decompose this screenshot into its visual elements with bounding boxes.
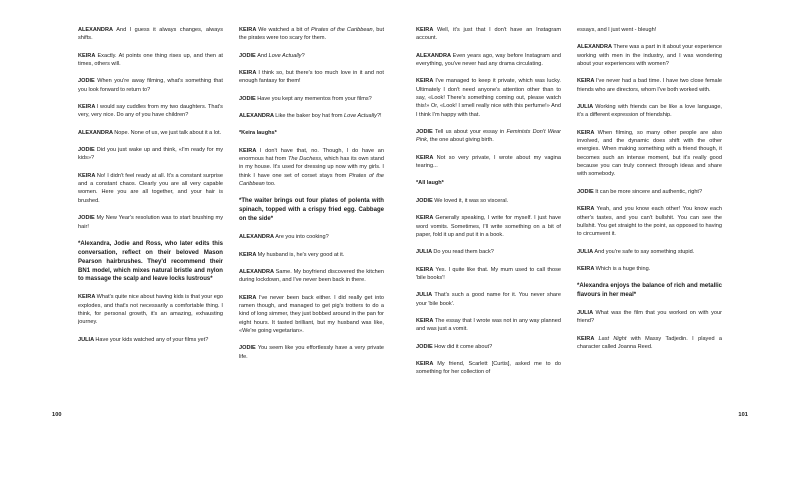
speaker-name: ALEXANDRA <box>239 113 276 120</box>
dialogue-line: KEIRA Generally speaking, I write for myself. I just have word vomits. Sometimes, I'll write something on a bit of paper, fold it up and put it in a book. <box>416 215 561 238</box>
dialogue-line: JODIE Have you kept any mementos from your films? <box>239 95 372 102</box>
speaker-name: ALEXANDRA <box>239 234 276 241</box>
text-columns-right <box>416 26 722 456</box>
text-column-1 <box>78 26 223 456</box>
speaker-name: ALEXANDRA <box>416 52 453 59</box>
dialogue-line: ALEXANDRA Are you into cooking? <box>239 234 329 241</box>
speaker-name: JODIE <box>239 52 258 59</box>
dialogue-line: KEIRA My friend, Scarlett [Curtis], asked me to do something for her collection of <box>416 360 561 376</box>
speaker-name: KEIRA <box>577 265 596 272</box>
speaker-name: KEIRA <box>416 78 436 85</box>
speaker-name: KEIRA <box>78 52 98 59</box>
speaker-name: ALEXANDRA <box>78 27 117 33</box>
dialogue-line: JODIE It can be more sincere and authentic, right? <box>577 188 703 195</box>
speaker-name: JODIE <box>239 95 258 102</box>
speaker-name: KEIRA <box>78 172 97 179</box>
dialogue-line: KEIRA Not so very private, I wrote about my vagina tearing... <box>416 154 561 170</box>
text-column-4 <box>577 26 722 456</box>
dialogue-line: JODIE Tell us about your essay in Feminists Don't Wear Pink, the one about giving birth. <box>416 129 561 144</box>
page-right <box>400 0 800 484</box>
speaker-name: ALEXANDRA <box>577 44 614 51</box>
dialogue-line: KEIRA I don't have that, no. Though, I do have an enormous hat from The Duchess, which has its own stand in my house. It's used for dressing up now with my girls. I think I have one set of corset stays from Pirates of the Caribbean too. <box>239 147 384 188</box>
dialogue-line: ALEXANDRA And I guess it always changes, always shifts. <box>78 27 223 42</box>
speaker-name: KEIRA <box>577 129 598 136</box>
speaker-name: JODIE <box>416 129 435 136</box>
dialogue-line: ALEXANDRA Like the baker boy hat from Love Actually?! <box>239 113 382 120</box>
title-italic: Pirates of the Caribbean <box>239 172 384 188</box>
speaker-name: ALEXANDRA <box>78 129 115 136</box>
speaker-name: ALEXANDRA <box>239 268 276 275</box>
speaker-name: KEIRA <box>416 154 437 161</box>
dialogue-line: KEIRA Yes. I quite like that. My mum used to call those 'bile books'! <box>416 266 561 281</box>
dialogue-line: KEIRA What's quite nice about having kids is that your ego explodes, and that's not necessarily a comfortable thing. I think, for personal growth, it's an amazing, exhausting journey. <box>78 294 223 326</box>
dialogue-line: JODIE When you're away filming, what's something that you look forward to return to? <box>78 78 223 93</box>
speaker-name: KEIRA <box>239 70 259 77</box>
text-column-2 <box>239 26 384 456</box>
speaker-name: KEIRA <box>577 335 599 342</box>
text-column-3 <box>416 26 561 456</box>
speaker-name: KEIRA <box>416 266 436 273</box>
page-number-left: 100 <box>52 412 62 418</box>
dialogue-line: JODIE How did it come about? <box>416 343 493 350</box>
speaker-name: JULIA <box>416 292 435 299</box>
speaker-name: JODIE <box>416 197 435 204</box>
dialogue-line: KEIRA I've never had a bad time. I have two close female friends who are directors, whom I've both worked with. <box>577 78 722 93</box>
dialogue-line: KEIRA My husband is, he's very good at it. <box>239 251 345 258</box>
speaker-name: KEIRA <box>239 251 258 258</box>
dialogue-line: KEIRA Well, it's just that I don't have an Instagram account. <box>416 27 561 42</box>
speaker-name: JODIE <box>78 215 97 222</box>
text-columns-left <box>78 26 384 456</box>
speaker-name: JODIE <box>416 343 435 350</box>
speaker-name: KEIRA <box>416 215 436 222</box>
dialogue-line: KEIRA Exactly. At points one thing rises up, and then at times, others will. <box>78 52 223 68</box>
dialogue-line: KEIRA I would say cuddles from my two daughters. That's very, very nice. Do any of you have children? <box>78 104 223 119</box>
speaker-name: KEIRA <box>78 104 97 111</box>
speaker-name: KEIRA <box>416 360 438 367</box>
speaker-name: JODIE <box>239 345 258 352</box>
dialogue-line: KEIRA Last Night with Massy Tadjedin. I played a character called Joanna Reed. <box>577 335 722 351</box>
speaker-name: KEIRA <box>577 78 596 85</box>
dialogue-line: KEIRA I think so, but there's too much love in it and not enough fantasy for them! <box>239 70 384 85</box>
speaker-name: KEIRA <box>239 147 260 154</box>
speaker-name: KEIRA <box>239 294 259 301</box>
stage-direction: *All laugh* <box>416 180 444 187</box>
dialogue-line: ALEXANDRA Same. My boyfriend discovered the kitchen during lockdown, and I've never been back in there. <box>239 268 384 284</box>
speaker-name: JODIE <box>78 78 98 85</box>
dialogue-line: KEIRA I've managed to keep it private, which was lucky. Ultimately I don't need anyone's attention other than to say, «Look! There's something coming out, please watch this!» Or, «Look! I smell really nice with this perfume!» And I think I'm happy with that. <box>416 78 561 118</box>
title-italic: Love Actually <box>343 113 377 120</box>
title-italic: Feminists Don't Wear Pink <box>416 129 561 144</box>
dialogue-line: JULIA Have your kids watched any of your films yet? <box>78 336 209 343</box>
speaker-name: JODIE <box>577 188 596 195</box>
pull-quote: *Alexandra, Jodie and Ross, who later edits this conversation, reflect on their beloved Mason Pearson hairbrushes. They'd recommend their BN1 model, which mixes natural bristle and nylon to massage the scalp and leave locks lustrous* <box>78 240 223 283</box>
paragraph-continuation: essays, and I just went - bleugh! <box>577 27 657 33</box>
dialogue-line: ALEXANDRA There was a part in it about your experience working with men in the industry, and I was wondering about your experiences with women? <box>577 44 722 68</box>
speaker-name: JULIA <box>577 248 595 255</box>
dialogue-line: KEIRA We watched a bit of Pirates of the Caribbean, but the pirates were too scary for them. <box>239 27 384 42</box>
speaker-name: JULIA <box>78 336 96 343</box>
dialogue-line: JULIA What was the film that you worked on with your friend? <box>577 310 722 325</box>
speaker-name: KEIRA <box>416 27 437 33</box>
speaker-name: JODIE <box>78 147 97 154</box>
dialogue-line: JULIA And you're safe to say something stupid. <box>577 248 695 255</box>
title-italic: Last Night <box>598 335 627 342</box>
dialogue-line: JULIA Working with friends can be like a love language, it's a different expression of friendship. <box>577 104 722 119</box>
pull-quote: *Alexandra enjoys the balance of rich and metallic flavours in her meal* <box>577 283 722 299</box>
speaker-name: KEIRA <box>239 27 259 33</box>
pull-quote: *The waiter brings out four plates of polenta with spinach, topped with a crispy fried egg. Cabbage on the side* <box>239 198 384 223</box>
speaker-name: KEIRA <box>78 294 97 301</box>
dialogue-line: JODIE Did you just wake up and think, «I'm ready for my kids»? <box>78 147 223 162</box>
dialogue-line: KEIRA When filming, so many other people are also involved, and the dynamic does shift with the other energies. When making something with a friend though, it becomes such an intense moment, but it's really good because you can truly connect through ideas and share with somebody. <box>577 129 722 178</box>
speaker-name: JULIA <box>577 104 596 111</box>
speaker-name: KEIRA <box>416 317 435 324</box>
dialogue-line: JULIA That's such a good name for it. You never share your 'bile book'. <box>416 292 561 307</box>
dialogue-line: JODIE My New Year's resolution was to start brushing my hair! <box>78 215 223 230</box>
dialogue-line: KEIRA Which is a huge thing. <box>577 265 651 272</box>
dialogue-line: KEIRA No! I didn't feel ready at all. It's a constant surprise and a constant chaos. Clearly you are all very capable women. Here you are all together, and your hair is brushed. <box>78 172 223 204</box>
title-italic: The Duchess <box>287 156 322 163</box>
speaker-name: KEIRA <box>577 206 597 213</box>
dialogue-line: JODIE And Love Actually? <box>239 52 305 59</box>
stage-direction: *Keira laughs* <box>239 130 277 137</box>
dialogue-line: JODIE We loved it, it was so visceral. <box>416 197 509 204</box>
dialogue-line: JULIA Do you read them back? <box>416 249 494 256</box>
dialogue-line: ALEXANDRA Even years ago, way before Instagram and everything, you've never had any drama circulating. <box>416 52 561 68</box>
dialogue-line: KEIRA The essay that I wrote was not in any way planned and was just a vomit. <box>416 317 561 333</box>
dialogue-line: KEIRA I've never been back either. I did really get into ramen though, and managed to get pig's trotters to do a kind of long simmer, they just bobbed around in the pan for eight hours. It tasted brilliant, but my husband was like, «We're going vegetarian». <box>239 294 384 334</box>
dialogue-line: JODIE You seem like you effortlessly have a very private life. <box>239 345 384 360</box>
dialogue-line: KEIRA Yeah, and you know each other! You know each other's tastes, and you can't bullshit. You can see the bullshit. You get straight to the point, as opposed to having to circumvent it. <box>577 206 722 238</box>
dialogue-line: ALEXANDRA Nope. None of us, we just talk about it a lot. <box>78 129 222 136</box>
title-italic: Pirates of the Caribbean <box>311 27 373 33</box>
page-number-right: 101 <box>738 412 748 418</box>
speaker-name: JULIA <box>577 310 596 317</box>
speaker-name: JULIA <box>416 249 434 256</box>
title-italic: Love Actually <box>268 52 302 59</box>
